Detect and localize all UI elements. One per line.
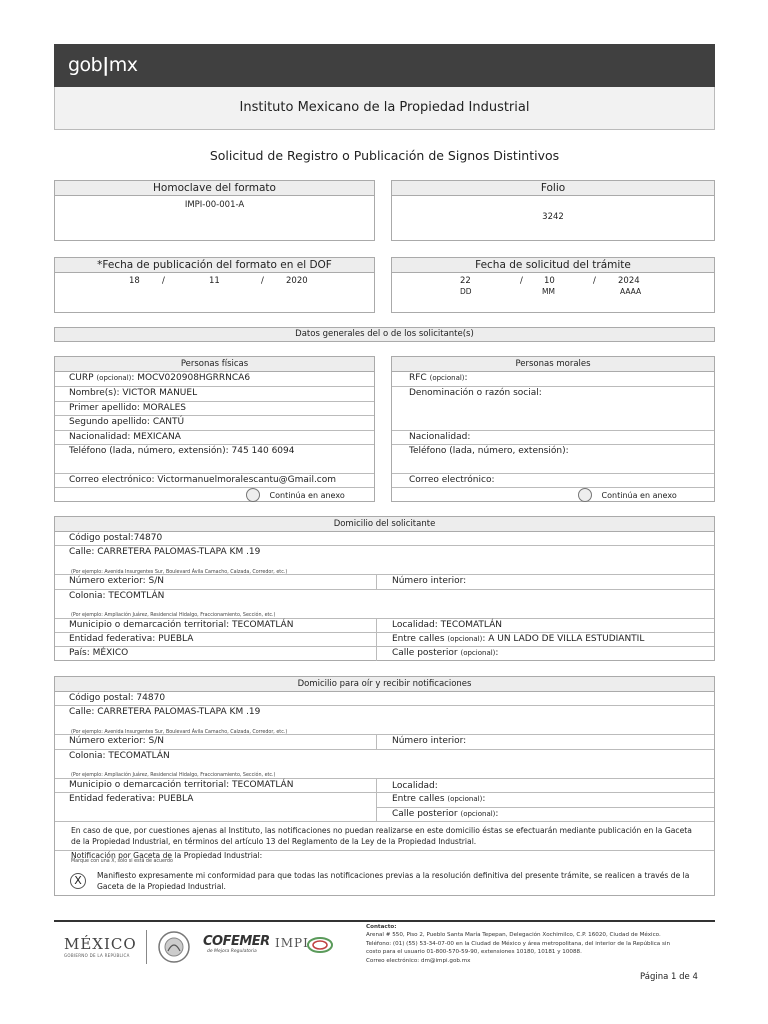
header-bar xyxy=(54,44,715,87)
pais-row: País: MÉXICO Calle posterior (opcional): xyxy=(55,647,714,661)
personas-morales-label: Personas morales xyxy=(392,357,714,372)
notif-numero-row: Número exterior: S/N Número interior: xyxy=(55,735,714,750)
impi-logo: IMPI xyxy=(275,936,309,950)
gobmx-logo: gob|mx xyxy=(68,54,138,76)
correo-row[interactable]: Correo electrónico: Victormanuelmoralescantu@Gmail.com xyxy=(55,474,374,488)
footer-divider xyxy=(54,920,715,922)
gaceta-label: Notificación por Gaceta de la Propiedad Industrial: xyxy=(71,851,263,860)
domicilio-label: Domicilio del solicitante xyxy=(55,517,714,532)
primer-apellido-row[interactable]: Primer apellido: MORALES xyxy=(55,402,374,416)
notificaciones-box xyxy=(54,676,715,896)
denominacion-row[interactable]: Denominación o razón social: xyxy=(392,387,714,431)
dof-sep-2: / xyxy=(261,276,264,286)
page-title: Solicitud de Registro o Publicación de Signos Distintivos xyxy=(209,148,560,163)
impi-emblem-icon xyxy=(306,936,334,954)
notif-calle-row[interactable]: Calle: CARRETERA PALOMAS-TLAPA KM .19 (Por ejemplo: Avenida Insurgentes Sur, Boulevard Ávila Camacho, Calzada, Corredor, etc.) xyxy=(55,706,714,735)
calle-row[interactable]: Calle: CARRETERA PALOMAS-TLAPA KM .19 (Por ejemplo: Avenida Insurgentes Sur, Boulevard Ávila Camacho, Calzada, Corredor, etc.) xyxy=(55,546,714,575)
cofemer-logo: COFEMER de Mejora Regulatoria xyxy=(203,934,270,954)
notif-aviso: En caso de que, por cuestiones ajenas al Instituto, las notificaciones no puedan realizarse en este domicilio éstas se efectuarán mediante publicación en la Gaceta de la Propiedad Industrial, en términos del artículo 13 del Reglamento de la Ley de la Propiedad Industrial. xyxy=(55,822,714,851)
morales-nacionalidad-row[interactable]: Nacionalidad: xyxy=(392,431,714,445)
manifiesto-text: Manifiesto expresamente mi conformidad para que todas las notificaciones previas a la resolución definitiva del presente trámite, se realicen a través de la Gaceta de la Propiedad Industrial. xyxy=(97,871,690,891)
municipio-row: Municipio o demarcación territorial: TECOMATLÁN Localidad: TECOMATLÁN xyxy=(55,619,714,633)
fecha-solicitud-label: Fecha de solicitud del trámite xyxy=(392,258,714,273)
personas-fisicas-box xyxy=(54,356,375,502)
morales-correo-row[interactable]: Correo electrónico: xyxy=(392,474,714,488)
mexico-logo: MÉXICO GOBIERNO DE LA REPÚBLICA xyxy=(64,935,137,958)
colonia-row[interactable]: Colonia: TECOMTLÁN (Por ejemplo: Ampliación Juárez, Residencial Hidalgo, Fraccionamiento, Sección, etc.) xyxy=(55,590,714,619)
notificaciones-label: Domicilio para oír y recibir notificaciones xyxy=(55,677,714,692)
page-number: Página 1 de 4 xyxy=(640,972,698,982)
notif-entidad-row: Entidad federativa: PUEBLA Entre calles (opcional): Calle posterior (opcional): xyxy=(55,793,714,822)
gaceta-checkbox-icon[interactable]: X xyxy=(70,873,86,889)
solicitud-year: 2024 xyxy=(618,276,640,286)
nombre-row[interactable]: Nombre(s): VICTOR MANUEL xyxy=(55,387,374,402)
personas-fisicas-label: Personas físicas xyxy=(55,357,374,372)
homoclave-box xyxy=(54,180,375,241)
dof-year: 2020 xyxy=(286,276,308,286)
personas-morales-box xyxy=(391,356,715,502)
segundo-apellido-row[interactable]: Segundo apellido: CANTÚ xyxy=(55,416,374,431)
mm-label: MM xyxy=(542,287,555,296)
anexo-radio-icon[interactable] xyxy=(578,488,592,502)
dof-day: 18 xyxy=(129,276,140,286)
num-ext[interactable]: Número exterior: S/N xyxy=(69,576,165,586)
notif-cp-row[interactable]: Código postal: 74870 xyxy=(55,692,714,706)
morales-telefono-row[interactable]: Teléfono (lada, número, extensión): xyxy=(392,445,714,474)
datos-generales-header: Datos generales del o de los solicitante(s) xyxy=(54,327,715,342)
folio-box xyxy=(391,180,715,241)
folio-value: 3242 xyxy=(542,212,564,222)
dof-month: 11 xyxy=(209,276,220,286)
solicitud-sep-2: / xyxy=(593,276,596,286)
rfc-row[interactable]: RFC (opcional): xyxy=(392,372,714,387)
notif-municipio-row: Municipio o demarcación territorial: TECOMATLÁN Localidad: xyxy=(55,779,714,793)
gaceta-hint: Marque con una X, sólo si está de acuerdo xyxy=(71,859,173,864)
institute-name: Instituto Mexicano de la Propiedad Industrial xyxy=(54,87,715,130)
homoclave-value: IMPI-00-001-A xyxy=(184,200,245,210)
escudo-icon xyxy=(154,929,194,965)
domicilio-solicitante-box xyxy=(54,516,715,661)
homoclave-label: Homoclave del formato xyxy=(55,181,374,196)
fecha-solicitud-box xyxy=(391,257,715,313)
solicitud-day: 22 xyxy=(460,276,471,286)
solicitud-sep-1: / xyxy=(520,276,523,286)
telefono-row[interactable]: Teléfono (lada, número, extensión): 745 140 6094 xyxy=(55,445,374,474)
contact-info: Contacto: Arenal # 550, Piso 2, Pueblo Santa María Tepepan, Delegación Xochimilco, C.P. 16020, Ciudad de México. Teléfono: (01) (55) 53-34-07-00 en la Ciudad de México y área metropolitana, del interior de la República sin costo para el usuario 01-800-570-59-90, extensiones 10180, 10181 y 10088. Correo electrónico: dm@impi.gob.mx xyxy=(366,924,670,964)
morales-anexo[interactable]: Continúa en anexo xyxy=(578,488,677,502)
notif-colonia-row[interactable]: Colonia: TECOMATLÁN (Por ejemplo: Ampliación Juárez, Residencial Hidalgo, Fraccionamiento, Sección, etc.) xyxy=(55,750,714,779)
cp-row[interactable]: Código postal:74870 xyxy=(55,532,714,546)
num-int[interactable]: Número interior: xyxy=(392,576,467,586)
dof-box xyxy=(54,257,375,313)
fisicas-anexo[interactable]: Continúa en anexo xyxy=(246,488,345,502)
curp-row[interactable]: CURP (opcional): MOCV020908HGRRNCA6 xyxy=(55,372,374,387)
dof-sep-1: / xyxy=(162,276,165,286)
entidad-row: Entidad federativa: PUEBLA Entre calles (opcional): A UN LADO DE VILLA ESTUDIANTIL xyxy=(55,633,714,647)
dd-label: DD xyxy=(460,287,472,296)
nacionalidad-row[interactable]: Nacionalidad: MEXICANA xyxy=(55,431,374,445)
solicitud-month: 10 xyxy=(544,276,555,286)
dof-label: *Fecha de publicación del formato en el DOF xyxy=(55,258,374,273)
folio-label: Folio xyxy=(392,181,714,196)
aaaa-label: AAAA xyxy=(620,287,642,296)
numero-row xyxy=(55,575,714,590)
anexo-radio-icon[interactable] xyxy=(246,488,260,502)
